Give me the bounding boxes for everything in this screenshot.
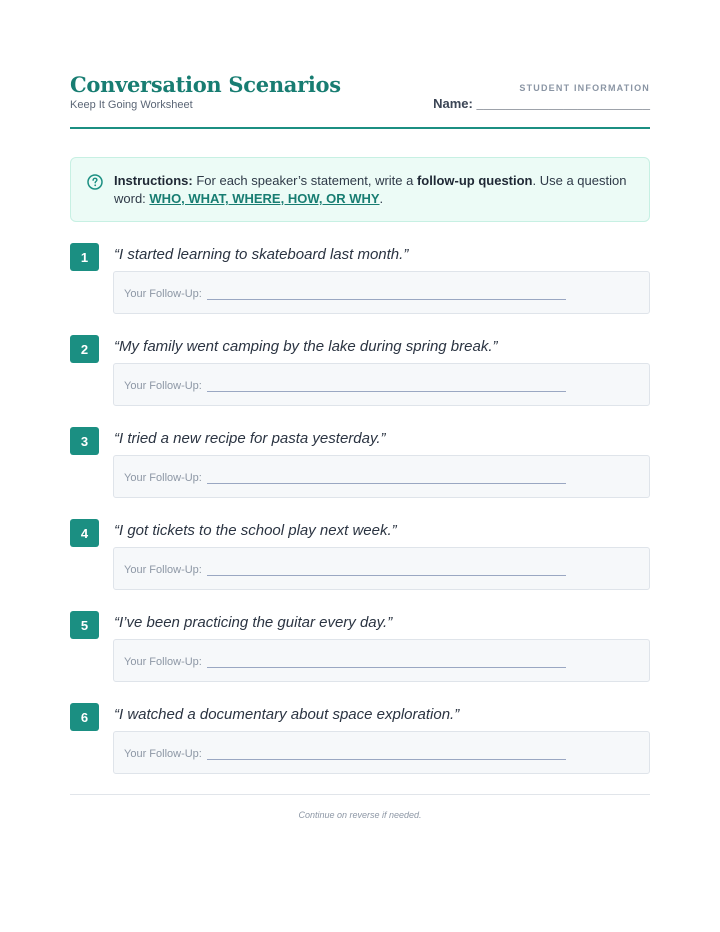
instructions-text-before: For each speaker’s statement, write a — [192, 173, 417, 188]
follow-up-answer-field[interactable] — [113, 731, 650, 774]
follow-up-answer-field[interactable] — [113, 639, 650, 682]
instructions-lead: Instructions: — [114, 173, 193, 188]
name-field[interactable] — [433, 96, 650, 111]
speaker-statement: “My family went camping by the lake during spring break.” — [114, 338, 498, 355]
follow-up-answer-field[interactable] — [113, 455, 650, 498]
follow-up-answer-field[interactable] — [113, 363, 650, 406]
answer-line — [207, 575, 566, 576]
help-circle-icon — [87, 174, 103, 190]
item-number-badge: 1 — [70, 243, 99, 271]
answer-line — [207, 483, 566, 484]
item-number-badge: 6 — [70, 703, 99, 731]
follow-up-answer-field[interactable] — [113, 271, 650, 314]
item-number-badge: 5 — [70, 611, 99, 639]
follow-up-label: Your Follow-Up: — [124, 748, 202, 760]
student-info-label: STUDENT INFORMATION — [519, 83, 650, 93]
scenario-item-3 — [70, 427, 650, 499]
instructions-end: . — [379, 191, 384, 206]
follow-up-label: Your Follow-Up: — [124, 564, 202, 576]
scenario-item-5 — [70, 611, 650, 683]
answer-line — [207, 391, 566, 392]
scenario-item-1 — [70, 243, 650, 315]
footer-divider — [70, 794, 650, 795]
page-subtitle: Keep It Going Worksheet — [70, 99, 193, 111]
follow-up-answer-field[interactable] — [113, 547, 650, 590]
footer-note: Continue on reverse if needed. — [298, 810, 422, 820]
item-number-badge: 2 — [70, 335, 99, 363]
scenario-item-6 — [70, 703, 650, 775]
worksheet-header — [70, 72, 650, 129]
page-title: Conversation Scenarios — [70, 72, 341, 97]
name-label: Name: — [433, 96, 473, 111]
question-words: WHO, WHAT, WHERE, HOW, OR WHY — [149, 191, 380, 206]
instructions-box — [70, 157, 650, 222]
speaker-statement: “I got tickets to the school play next week.” — [114, 522, 397, 539]
item-number-badge: 4 — [70, 519, 99, 547]
instructions-text-after: . Use a question word: — [114, 173, 627, 206]
speaker-statement: “I watched a documentary about space exploration.” — [114, 706, 460, 723]
speaker-statement: “I tried a new recipe for pasta yesterday.” — [114, 430, 386, 447]
answer-line — [207, 299, 566, 300]
scenario-item-4 — [70, 519, 650, 591]
follow-up-label: Your Follow-Up: — [124, 656, 202, 668]
follow-up-label: Your Follow-Up: — [124, 472, 202, 484]
instructions-emphasis: follow-up question — [416, 173, 533, 188]
follow-up-label: Your Follow-Up: — [124, 380, 202, 392]
answer-line — [207, 667, 566, 668]
scenario-item-2 — [70, 335, 650, 407]
item-number-badge: 3 — [70, 427, 99, 455]
name-blank: ________________________ — [476, 96, 650, 111]
speaker-statement: “I started learning to skateboard last month.” — [114, 246, 409, 263]
answer-line — [207, 759, 566, 760]
speaker-statement: “I’ve been practicing the guitar every day.” — [114, 614, 393, 631]
follow-up-label: Your Follow-Up: — [124, 288, 202, 300]
instructions-text — [114, 172, 634, 208]
